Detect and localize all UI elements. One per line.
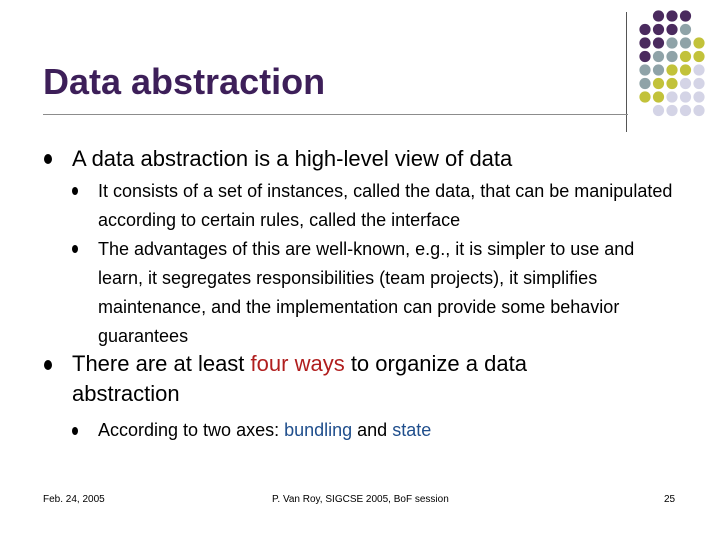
decorative-dot	[693, 37, 704, 48]
decorative-dot	[653, 64, 664, 75]
decorative-dot	[666, 37, 677, 48]
footer-page-number: 25	[664, 494, 676, 505]
decorative-dot	[639, 91, 650, 102]
decorative-dot	[639, 37, 650, 48]
bullet-marker	[44, 154, 52, 164]
decorative-dot	[693, 78, 704, 89]
sub-bullet-marker	[72, 245, 78, 253]
decorative-dot	[653, 105, 664, 116]
footer-date: Feb. 24, 2005	[43, 494, 105, 505]
axes-text-middle: and	[352, 420, 393, 440]
decorative-dot	[666, 64, 677, 75]
sub-bullet-marker	[72, 187, 78, 195]
decorative-dot	[653, 51, 664, 62]
decorative-dot	[653, 24, 664, 35]
axes-text-before: According to two axes:	[98, 420, 285, 440]
decorative-dot	[680, 10, 691, 21]
bullet-2-sub-1-text	[98, 416, 680, 445]
decorative-dot	[693, 105, 704, 116]
bullet-marker	[44, 360, 52, 370]
decorative-dot	[693, 51, 704, 62]
decorative-dot	[639, 24, 650, 35]
decorative-dot	[653, 10, 664, 21]
highlight-four-ways: four ways	[250, 351, 345, 376]
decorative-dot	[666, 91, 677, 102]
sub-bullet-marker	[72, 427, 78, 435]
decorative-dot	[639, 51, 650, 62]
decorative-dot	[680, 91, 691, 102]
decorative-dot	[680, 64, 691, 75]
decorative-dot	[693, 64, 704, 75]
slide-title: Data abstraction	[43, 61, 326, 102]
highlight-bundling: bundling	[284, 420, 353, 440]
decorative-dot	[680, 105, 691, 116]
decorative-dot	[666, 105, 677, 116]
decorative-dot	[639, 78, 650, 89]
decorative-dot	[680, 78, 691, 89]
bullet-1-sub-1-text: It consists of a set of instances, called the data, that can be manipulated according to certain rules, called the interface	[98, 181, 673, 230]
decorative-dot	[666, 24, 677, 35]
decorative-dot	[680, 37, 691, 48]
bullet-1-text: A data abstraction is a high-level view of data	[72, 146, 513, 171]
decorative-dot	[653, 91, 664, 102]
highlight-state: state	[392, 420, 432, 440]
bullet-1-sub-2-text: The advantages of this are well-known, e.g., it is simpler to use and learn, it segregates responsibilities (team projects), it simplifies maintenance, and the implementation can provide some behavior guarantees	[98, 239, 635, 346]
bullet-2-text-before: There are at least	[72, 351, 251, 376]
decorative-dot	[680, 51, 691, 62]
decorative-dot	[653, 37, 664, 48]
decorative-dot	[666, 78, 677, 89]
decorative-dot	[680, 24, 691, 35]
bullet-2-text-after: to organize a data abstraction	[72, 351, 527, 406]
title-underline	[43, 114, 628, 115]
bullet-2-text	[72, 349, 632, 409]
decorative-dot	[653, 78, 664, 89]
decorative-dot	[693, 91, 704, 102]
decorative-dot	[666, 51, 677, 62]
footer-center: P. Van Roy, SIGCSE 2005, BoF session	[272, 494, 449, 505]
decorative-dot	[639, 64, 650, 75]
decorative-dot	[666, 10, 677, 21]
